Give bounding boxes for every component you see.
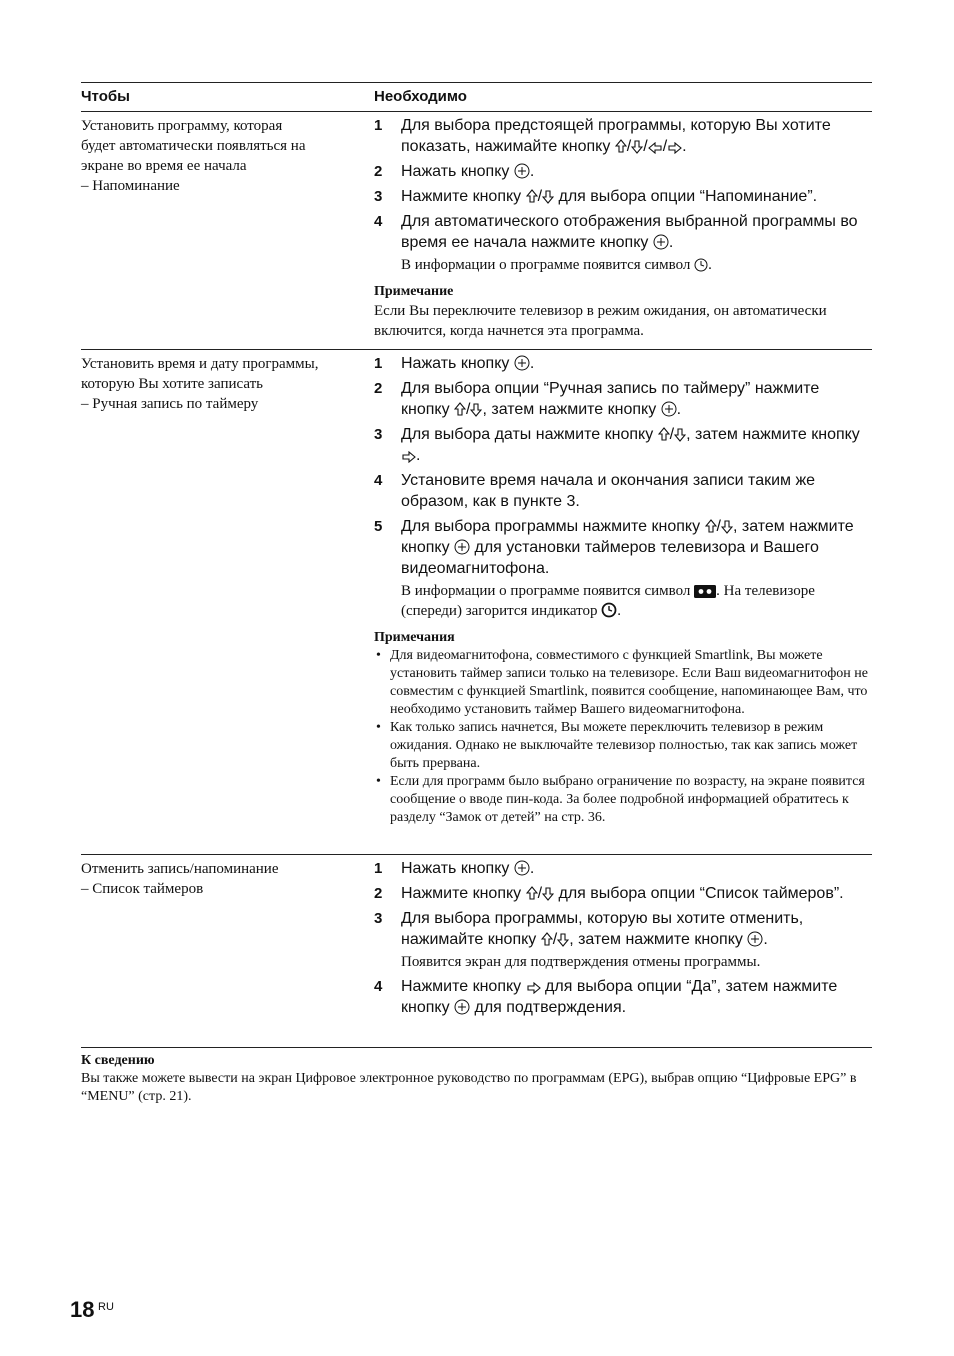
task-cell	[81, 116, 366, 196]
task-line: – Список таймеров	[81, 881, 204, 897]
step-text: Для автоматического отображения выбранной программы во время ее начала нажмите кнопку	[401, 213, 858, 251]
step-text: .	[416, 447, 421, 464]
clock-icon	[601, 602, 617, 618]
arrow-right-icon	[401, 451, 416, 463]
list-item: • Как только запись начнется, Вы можете переключить телевизор в режим ожидания. Однако не выключайте телевизор полностью, так как запись может быть прервана.	[376, 720, 858, 771]
step-number: 2	[374, 380, 383, 397]
step	[374, 161, 872, 182]
arrow-up-icon	[454, 402, 466, 417]
instructions-table	[81, 82, 872, 1048]
table-row	[81, 350, 872, 855]
step-number: 2	[374, 163, 383, 180]
arrow-up-icon	[705, 519, 717, 534]
separator: /	[662, 138, 668, 155]
step-text: , затем нажмите кнопку	[569, 931, 748, 948]
step-text: Для выбора опции “Ручная запись по таймеру” нажмите кнопку	[401, 380, 820, 418]
task-line: Установить программу, которая	[81, 118, 283, 134]
arrow-up-icon	[541, 932, 553, 947]
page-number: 18	[70, 1297, 95, 1322]
separator: /	[626, 138, 632, 155]
step-number: 3	[374, 910, 383, 927]
step-text: .	[529, 860, 535, 877]
task-line: – Напоминание	[81, 178, 180, 194]
separator: /	[537, 188, 543, 205]
step-text: .	[529, 355, 535, 372]
notes-list	[374, 647, 872, 827]
clock-icon	[694, 258, 708, 272]
step	[374, 353, 872, 374]
separator: /	[716, 518, 721, 535]
note-item-text: Если для программ было выбрано ограничение по возрасту, на экране появится сообщение о вводе пин-кода. За более подробной информацией обратитесь к разделу “Замок от детей” на стр. 36.	[390, 774, 865, 825]
step-number: 4	[374, 978, 383, 995]
task-line: – Ручная запись по таймеру	[81, 396, 259, 412]
step-text: .	[763, 931, 768, 948]
separator: /	[552, 931, 558, 948]
step-number: 3	[374, 188, 383, 205]
step	[374, 908, 872, 972]
step-number: 3	[374, 426, 383, 443]
step	[374, 976, 872, 1018]
step-result-text: . На телевизоре (спереди) загорится индикатор	[401, 583, 815, 619]
step	[374, 470, 872, 512]
separator: /	[466, 401, 471, 418]
step-text: для выбора опции “Да”, затем нажмите кнопку	[401, 978, 838, 1016]
step-number: 4	[374, 213, 383, 230]
steps-cell	[374, 353, 872, 827]
task-line: Отменить запись/напоминание	[81, 861, 279, 877]
arrow-up-icon	[526, 189, 538, 204]
step-text: Для выбора даты нажмите кнопку	[401, 426, 658, 443]
step-result-text: .	[617, 603, 622, 619]
step-text: , затем нажмите кнопку	[401, 518, 854, 556]
arrow-up-icon	[526, 886, 538, 901]
arrow-up-icon	[658, 427, 670, 442]
step-text: Для выбора программы, которую вы хотите отменить, нажимайте кнопку	[401, 910, 804, 948]
separator: /	[643, 138, 648, 155]
step-result-text: .	[708, 257, 712, 273]
steps-cell	[374, 858, 872, 1022]
step-text: , затем нажмите кнопку	[686, 426, 860, 443]
arrow-down-icon	[542, 189, 554, 204]
step-result-text: В информации о программе появится символ	[401, 257, 695, 273]
step-text: .	[676, 401, 682, 418]
step	[374, 186, 872, 207]
list-item: • Если для программ было выбрано ограничение по возрасту, на экране появится сообщение о вводе пин-кода. За более подробной информацией обратитесь к разделу “Замок от детей” на стр. 36.	[376, 774, 865, 825]
ok-button-icon	[747, 931, 763, 947]
task-cell	[81, 859, 366, 899]
table-row	[81, 855, 872, 1048]
step-text: Нажать кнопку	[401, 860, 514, 877]
step-text: Нажмите кнопку	[401, 978, 526, 995]
task-line: Установить время и дату программы,	[81, 356, 319, 372]
step-text: Для выбора предстоящей программы, которую Вы хотите показать, нажимайте кнопку	[401, 117, 831, 155]
arrow-right-icon	[526, 982, 541, 994]
step-text: Нажать кнопку	[401, 163, 514, 180]
steps-cell	[374, 115, 872, 341]
ok-button-icon	[454, 999, 470, 1015]
arrow-down-icon	[631, 139, 643, 154]
task-line: которую Вы хотите записать	[81, 376, 263, 392]
ok-button-icon	[454, 539, 470, 555]
step-text: Нажмите кнопку	[401, 885, 526, 902]
step	[374, 516, 872, 621]
step-result	[401, 581, 872, 621]
step-text: для установки таймеров телевизора и Вашего видеомагнитофона.	[401, 539, 819, 577]
step	[374, 211, 872, 275]
step-text: Установите время начала и окончания записи таким же образом, как в пункте 3.	[401, 472, 816, 510]
list-item: • Для видеомагнитофона, совместимого с функцией Smartlink, Вы можете установить таймер записи только на телевизоре. Если Ваш видеомагнитофон не совместим с функцией Smartlink, появится сообщение, напоминающее Вам, что необходимо установить таймер Вашего видеомагнитофона.	[376, 648, 869, 717]
step-text: для подтверждения.	[470, 999, 627, 1016]
step	[374, 858, 872, 879]
step-text: .	[668, 234, 674, 251]
step-number: 1	[374, 355, 383, 372]
step-text: для выбора опции “Напоминание”.	[554, 188, 818, 205]
separator: /	[669, 426, 675, 443]
step-text: .	[682, 138, 687, 155]
arrow-up-icon	[615, 139, 627, 154]
header-left: Чтобы	[81, 88, 130, 105]
step-text: Нажать кнопку	[401, 355, 514, 372]
note-item-text: Для видеомагнитофона, совместимого с функцией Smartlink, Вы можете установить таймер записи только на телевизоре. Если Ваш видеомагнитофон не совместим с функцией Smartlink, появится сообщение, напоминающее Вам, что необходимо установить таймер Вашего видеомагнитофона.	[390, 648, 869, 717]
ok-button-icon	[661, 401, 677, 417]
step-text: Нажмите кнопку	[401, 188, 526, 205]
step	[374, 115, 872, 157]
note-text: Если Вы переключите телевизор в режим ожидания, он автоматически включится, когда начнется эта программа.	[374, 303, 827, 339]
note-title: Примечание	[374, 284, 454, 299]
step	[374, 883, 872, 904]
info-section	[81, 1052, 881, 1106]
header-right: Необходимо	[374, 88, 467, 105]
step-text: .	[529, 163, 535, 180]
step-number: 1	[374, 117, 383, 134]
arrow-down-icon	[674, 427, 686, 442]
step-text: , затем нажмите кнопку	[482, 401, 661, 418]
step-text: Для выбора программы нажмите кнопку	[401, 518, 705, 535]
ok-button-icon	[653, 234, 669, 250]
step-number: 1	[374, 860, 383, 877]
step-text: для выбора опции “Список таймеров”.	[554, 885, 844, 902]
table-row	[81, 112, 872, 350]
note-item-text: Как только запись начнется, Вы можете переключить телевизор в режим ожидания. Однако не выключайте телевизор полностью, так как запись может быть прервана.	[390, 720, 858, 771]
arrow-down-icon	[542, 886, 554, 901]
ok-button-icon	[514, 860, 530, 876]
info-text: Вы также можете вывести на экран Цифровое электронное руководство по программам (EPG), выбрав опцию “Цифровые EPG” в “MENU” (стр. 21).	[81, 1071, 857, 1104]
page-language: RU	[98, 1301, 114, 1313]
task-line: экране во время ее начала	[81, 158, 247, 174]
notes-title: Примечания	[374, 630, 455, 645]
ok-button-icon	[514, 355, 530, 371]
step-result	[401, 255, 872, 275]
step-number: 4	[374, 472, 383, 489]
step	[374, 424, 872, 466]
task-cell	[81, 354, 366, 414]
table-header	[81, 83, 872, 112]
step-number: 2	[374, 885, 383, 902]
arrow-down-icon	[557, 932, 569, 947]
ok-button-icon	[514, 163, 530, 179]
step-result-text: В информации о программе появится символ	[401, 583, 695, 599]
separator: /	[537, 885, 543, 902]
step-number: 5	[374, 518, 383, 535]
info-title: К сведению	[81, 1053, 155, 1068]
arrow-down-icon	[721, 519, 733, 534]
tape-icon	[694, 585, 716, 598]
arrow-left-icon	[648, 142, 663, 154]
arrow-down-icon	[470, 402, 482, 417]
step-result: Появится экран для подтверждения отмены программы.	[401, 954, 761, 970]
step	[374, 378, 872, 420]
task-line: будет автоматически появляться на	[81, 138, 306, 154]
arrow-right-icon	[667, 142, 682, 154]
